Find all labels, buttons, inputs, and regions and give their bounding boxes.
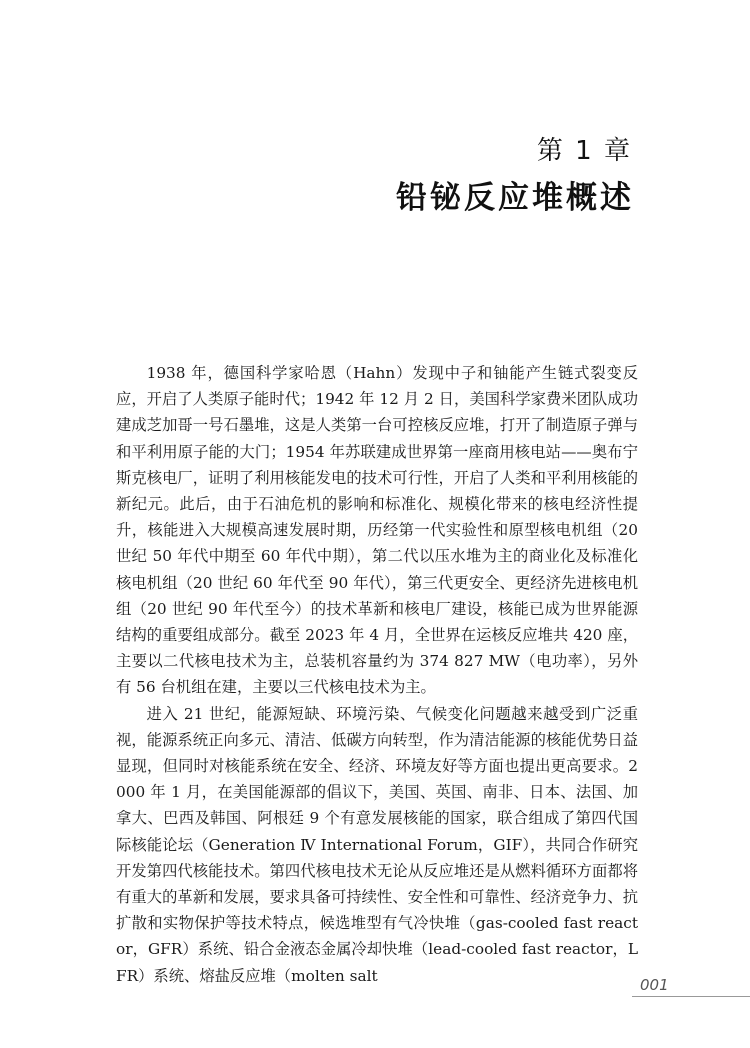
page-number: 001 [640, 976, 669, 994]
paragraph-2: 进入 21 世纪，能源短缺、环境污染、气候变化问题越来越受到广泛重视，能源系统正向多元、清洁、低碳方向转型，作为清洁能源的核能优势日益显现，但同时对核能系统在安全、经济、环境友好等方面也提出更高要求。2000 年 1 月，在美国能源部的倡议下，美国、英国、南非、日本、法国、加拿大、巴西及韩国、阿根廷 9 个有意发展核能的国家，联合组成了第四代国际核能论坛（Generation Ⅳ International Forum，GIF），共同合作研究开发第四代核能技术。第四代核电技术无论从反应堆还是从燃料循环方面都将有重大的革新和发展，要求具备可持续性、安全性和可靠性、经济竞争力、抗扩散和实物保护等技术特点，候选堆型有气冷快堆（gas-cooled fast reactor，GFR）系统、铅合金液态金属冷却快堆（lead-cooled fast reactor，LFR）系统、熔盐反应堆（molten salt [116, 704, 638, 985]
chapter-number: 第 1 章 [536, 136, 632, 166]
paragraph-1: 1938 年，德国科学家哈恩（Hahn）发现中子和铀能产生链式裂变反应，开启了人类原子能时代；1942 年 12 月 2 日，美国科学家费米团队成功建成芝加哥一号石墨堆，这是人类第一台可控核反应堆，打开了制造原子弹与和平利用原子能的大门；1954 年苏联建成世界第一座商用核电站——奥布宁斯克核电厂，证明了利用核能发电的技术可行性，开启了人类和平利用核能的新纪元。此后，由于石油危机的影响和标准化、规模化带来的核电经济性提升，核能进入大规模高速发展时期，历经第一代实验性和原型核电机组（20 世纪 50 年代中期至 60 年代中期），第二代以压水堆为主的商业化及标准化核电机组（20 世纪 60 年代至 90 年代），第三代更安全、更经济先进核电机组（20 世纪 90 年代至今）的技术革新和核电厂建设，核能已成为世界能源结构的重要组成部分。截至 2023 年 4 月，全世界在运核反应堆共 420 座，主要以二代核电技术为主，总装机容量约为 374 827 MW（电功率），另外有 56 台机组在建，主要以三代核电技术为主。 [116, 364, 638, 697]
chapter-title: 铅铋反应堆概述 [396, 180, 634, 216]
footer-rule [632, 996, 750, 997]
body-text [116, 360, 638, 989]
